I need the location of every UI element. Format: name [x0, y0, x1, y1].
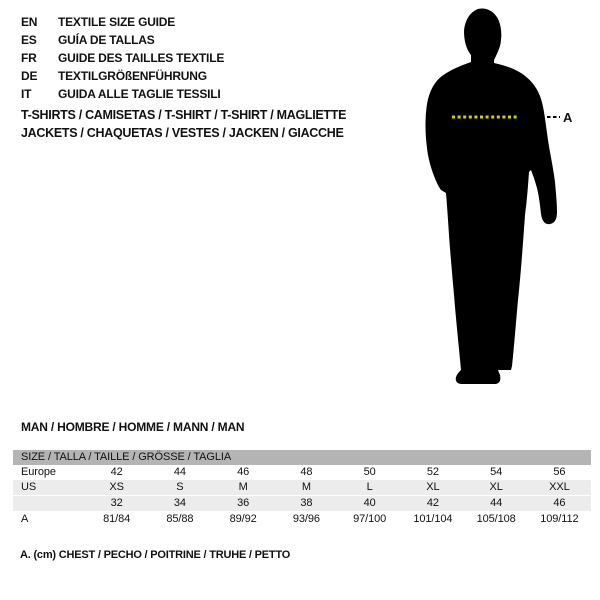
language-code: EN	[21, 15, 38, 29]
size-cell: 56	[553, 466, 566, 478]
language-row	[21, 13, 224, 31]
size-cell: 46	[553, 497, 566, 509]
size-table-row	[13, 511, 591, 528]
language-code: FR	[21, 51, 37, 65]
size-cell: 36	[237, 497, 250, 509]
size-cell: 40	[363, 497, 376, 509]
size-row-label	[13, 496, 85, 512]
size-row-label: US	[21, 481, 37, 493]
language-label: GUÍA DE TALLAS	[58, 33, 155, 47]
size-cell: S	[176, 481, 184, 493]
size-cell: 46	[237, 466, 250, 478]
man-silhouette-figure	[416, 5, 576, 389]
language-list	[21, 13, 224, 103]
language-label: TEXTILGRÖßENFÜHRUNG	[58, 69, 207, 83]
size-table-header-label: SIZE / TALLA / TAILLE / GRÖSSE / TAGLIA	[21, 451, 232, 463]
category-line-tshirts: T-SHIRTS / CAMISETAS / T-SHIRT / T-SHIRT / MAGLIETTE	[21, 108, 347, 122]
size-row-label: Europe	[21, 466, 56, 478]
size-cell: 105/108	[476, 513, 516, 525]
size-cell: 38	[300, 497, 313, 509]
size-table-body	[13, 450, 591, 528]
measurement-footnote: A. (cm) CHEST / PECHO / POITRINE / TRUHE / PETTO	[20, 549, 291, 561]
category-block	[21, 106, 346, 142]
size-cell: 52	[426, 466, 439, 478]
size-cell: 32	[110, 497, 123, 509]
language-label: TEXTILE SIZE GUIDE	[58, 15, 176, 29]
size-cell: 48	[300, 466, 313, 478]
size-cell: 93/96	[292, 513, 320, 525]
size-cell: XL	[426, 481, 440, 493]
category-line-jackets: JACKETS / CHAQUETAS / VESTES / JACKEN / GIACCHE	[21, 126, 344, 140]
size-table-header-row	[13, 450, 591, 465]
language-label: GUIDA ALLE TAGLIE TESSILI	[58, 87, 221, 101]
size-cell: XXL	[549, 481, 570, 493]
language-row	[21, 49, 224, 67]
measure-label-a: A	[563, 110, 573, 125]
size-cell: 50	[363, 466, 376, 478]
language-code: ES	[21, 33, 37, 47]
size-cell: L	[366, 481, 373, 493]
size-cell: 54	[490, 466, 503, 478]
language-row	[21, 67, 224, 85]
size-cell: M	[301, 481, 311, 493]
size-cell: 81/84	[103, 513, 131, 525]
size-cell: XS	[109, 481, 124, 493]
size-cell: 101/104	[413, 513, 453, 525]
size-table	[13, 450, 591, 528]
size-row-label: A	[21, 513, 29, 525]
size-cell: 109/112	[540, 513, 579, 525]
size-cell: M	[238, 481, 248, 493]
size-table-row	[13, 496, 591, 512]
size-cell: 42	[426, 497, 439, 509]
language-row	[21, 85, 224, 103]
size-cell: 89/92	[229, 513, 257, 525]
size-table-row	[13, 480, 591, 496]
size-cell: XL	[489, 481, 503, 493]
size-cell: 34	[173, 497, 186, 509]
size-cell: 97/100	[353, 513, 387, 525]
language-label: GUIDE DES TAILLES TEXTILE	[58, 51, 225, 65]
language-code: DE	[21, 69, 38, 83]
size-cell: 44	[173, 466, 186, 478]
size-cell: 42	[110, 466, 123, 478]
size-cell: 44	[490, 497, 503, 509]
size-table-row	[13, 465, 591, 480]
size-table-container	[13, 450, 591, 528]
size-cell: 85/88	[166, 513, 194, 525]
man-silhouette-shape	[426, 8, 558, 384]
language-row	[21, 31, 224, 49]
gender-line: MAN / HOMBRE / HOMME / MANN / MAN	[21, 420, 245, 434]
language-code: IT	[21, 87, 32, 101]
